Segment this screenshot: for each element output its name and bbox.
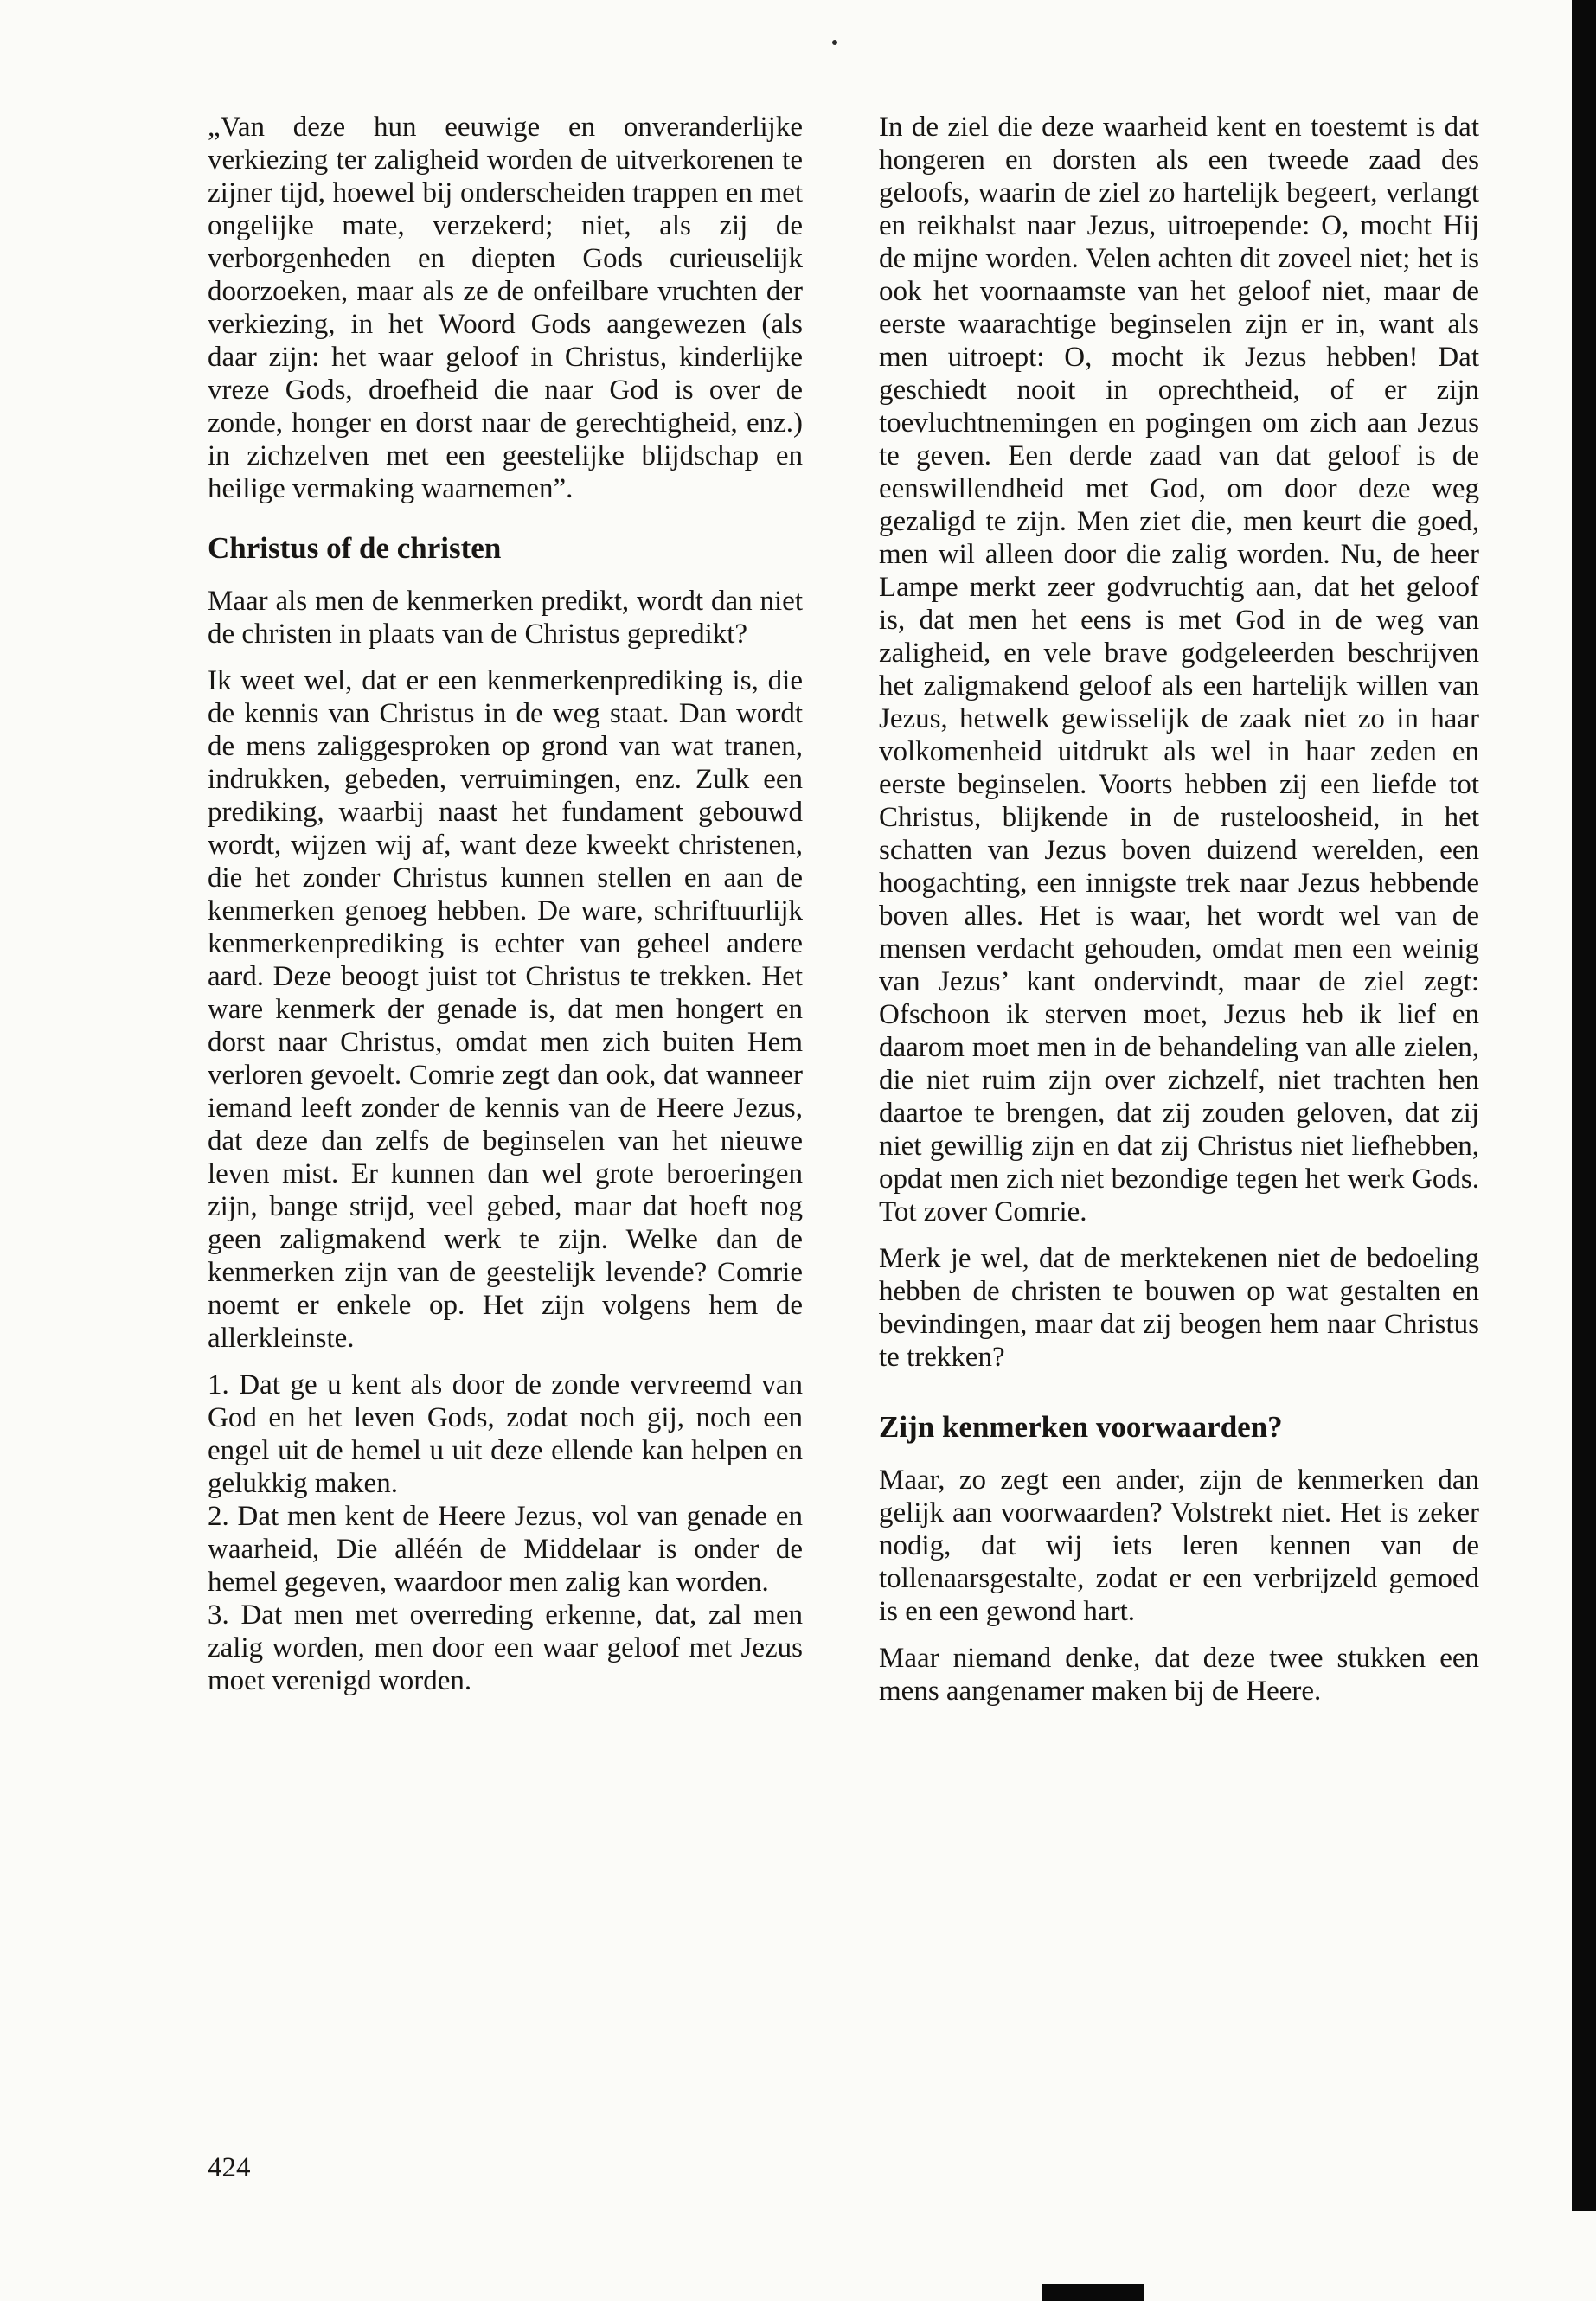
paragraph: Maar, zo zegt een ander, zijn de kenmerken dan gelijk aan voorwaarden? Volstrekt niet. Het is zeker nodig, dat wij iets leren kennen van de tollenaarsgestalte, zodat er een verbrijzeld gemoed is en een gewond hart. [879, 1465, 1479, 1627]
list-item-2: 2. Dat men kent de Heere Jezus, vol van genade en waarheid, Die alléén de Middelaar is onder de hemel gegeven, waardoor men zalig kan worden. [208, 1501, 803, 1598]
paragraph: Ik weet wel, dat er een kenmerkenprediking is, die de kennis van Christus in de weg staat. Dan wordt de mens zaliggesproken op grond van wat tranen, indrukken, gebeden, verruimingen, enz. Zulk een prediking, waarbij naast het fundament gebouwd wordt, wijzen wij af, want deze kweekt christenen, die het zonder Christus kunnen stellen en aan de kenmerken genoeg hebben. De ware, schriftuurlijk kenmerkenprediking is echter van geheel andere aard. Deze beoogt juist tot Christus te trekken. Het ware kenmerk der genade is, dat men hongert en dorst naar Christus, omdat men zich buiten Hem verloren gevoelt. Comrie zegt dan ook, dat wanneer iemand leeft zonder de kennis van de Heere Jezus, dat deze dan zelfs de beginselen van het nieuwe leven mist. Er kunnen dan wel grote beroeringen zijn, bange strijd, veel gebed, maar dat hoeft nog geen zaligmakend werk te zijn. Welke dan de kenmerken zijn van de geestelijk levende? Comrie noemt er enkele op. Het zijn volgens hem de allerkleinste. [208, 665, 803, 1354]
scan-artifact-right-bar [1572, 0, 1596, 2211]
list-item-3: 3. Dat men met overreding erkenne, dat, zal men zalig worden, men door een waar geloof met Jezus moet verenigd worden. [208, 1599, 803, 1696]
paragraph: Maar als men de kenmerken predikt, wordt dan niet de christen in plaats van de Christus gepredikt? [208, 586, 803, 650]
paragraph: In de ziel die deze waarheid kent en toestemt is dat hongeren en dorsten als een tweede zaad des geloofs, waarin de ziel zo hartelijk begeert, verlangt en reikhalst naar Jezus, uitroepende: O, mocht Hij de mijne worden. Velen achten dit zoveel niet; het is ook het voornaamste van het geloof niet, maar de eerste waarachtige beginselen zijn er in, want als men uitroept: O, mocht ik Jezus hebben! Dat geschiedt nooit in oprechtheid, of er zijn toevluchtnemingen en pogingen om zich aan Jezus te geven. Een derde zaad van dat geloof is de eenswillendheid met God, om door deze weg gezaligd te zijn. Men ziet die, men keurt die goed, men wil alleen door die zalig worden. Nu, de heer Lampe merkt zeer godvruchtig aan, dat het geloof is, dat men het eens is met God in de weg van zaligheid, en vele brave godgeleerden beschrijven het zaligmakend geloof als een hartelijk willen van Jezus, hetwelk gewisselijk de zaak niet zo in haar volkomenheid uitdrukt als wel in haar zeden en eerste beginselen. Voorts hebben zij een liefde tot Christus, blijkende in de rusteloosheid, in het schatten van Jezus boven duizend werelden, een hoogachting, een innigste trek naar Jezus hebbende boven alles. Het is waar, het wordt wel van de mensen verdacht gehouden, omdat men een weinig van Jezus’ kant ondervindt, maar de ziel zegt: Ofschoon ik sterven moet, Jezus heb ik lief en daarom moet men in de behandeling van alle zielen, die niet ruim zijn over zichzelf, niet trachten hen daartoe te brengen, dat zij zouden geloven, dat zij niet gewillig zijn en dat zij Christus niet liefhebben, opdat men zich niet bezondige tegen het werk Gods. Tot zover Comrie. [879, 112, 1479, 1227]
paragraph: Merk je wel, dat de merktekenen niet de bedoeling hebben de christen te bouwen op wat gestalten en bevindingen, maar dat zij beogen hem naar Christus te trekken? [879, 1243, 1479, 1373]
right-column [879, 111, 1479, 1721]
scan-artifact-bottom-mark [1042, 2284, 1144, 2301]
paragraph-quote: „Van deze hun eeuwige en onveranderlijke verkiezing ter zaligheid worden de uitverkorenen te zijner tijd, hoewel bij onderscheiden trappen en met ongelijke mate, verzekerd; niet, als zij de verborgenheden en diepten Gods curieuselijk doorzoeken, maar als ze de onfeilbare vruchten der verkiezing, in het Woord Gods aangewezen (als daar zijn: het waar geloof in Christus, kinderlijke vreze Gods, droefheid die naar God is over de zonde, honger en dorst naar de gerechtigheid, enz.) in zichzelven met een geestelijke blijdschap en heilige vermaking waarnemen”. [208, 112, 803, 504]
section-heading-zijn-kenmerken-voorwaarden: Zijn kenmerken voorwaarden? [879, 1410, 1283, 1444]
page-number: 424 [208, 2152, 251, 2183]
section-heading-christus-of-de-christen: Christus of de christen [208, 531, 502, 565]
left-column [208, 111, 803, 1697]
scan-artifact-dot [832, 40, 837, 45]
list-item-1: 1. Dat ge u kent als door de zonde vervreemd van God en het leven Gods, zodat noch gij, noch een engel uit de hemel u uit deze ellende kan helpen en gelukkig maken. [208, 1369, 803, 1499]
paragraph: Maar niemand denke, dat deze twee stukken een mens aangenamer maken bij de Heere. [879, 1643, 1479, 1707]
